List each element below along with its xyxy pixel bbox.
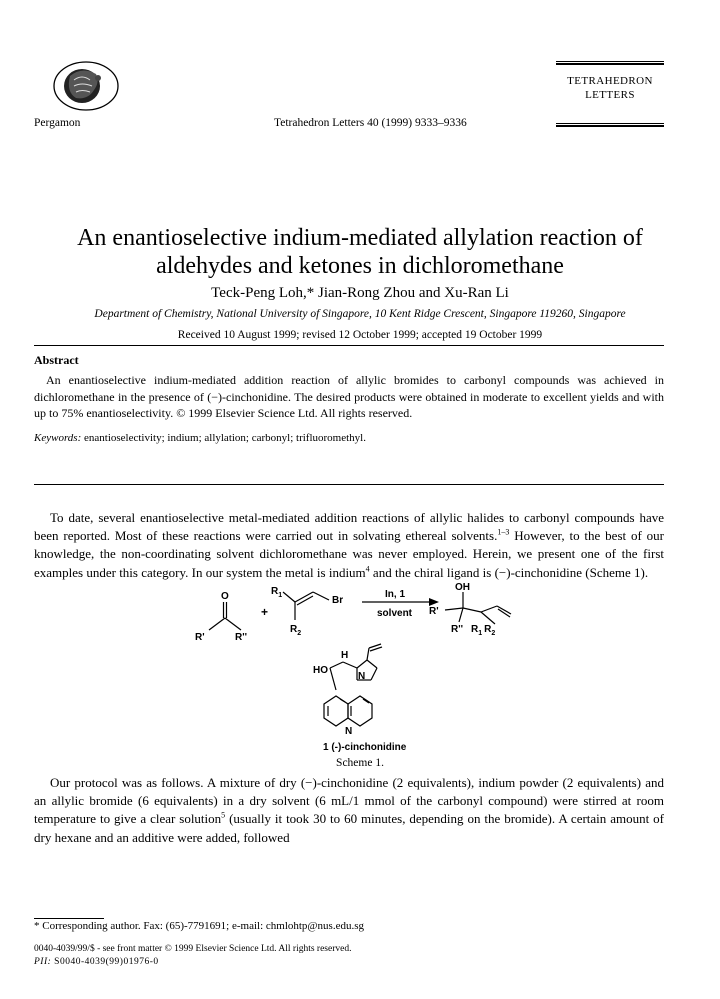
scheme-label: R'' bbox=[235, 632, 247, 643]
divider bbox=[556, 125, 664, 126]
body-paragraph-1 bbox=[34, 509, 664, 582]
scheme-label: R' bbox=[429, 606, 439, 617]
text-run: Our protocol was as follows. A mixture of dry (−)-cinchonidine (2 equivalents), indium powder (2 equivalents) and an allylic bromide (6 equivalents) in a dry solvent (6 mL/1 mmol of the carbonyl compound) were stirred at room temperature to give a clear solution bbox=[34, 775, 664, 827]
citation: 5 bbox=[221, 811, 226, 821]
text-run: However, to the best of our knowledge, the non-coordinating solvent dichloromethane was never employed. Herein, we present one of the first examples under this category. In our system the metal is indium bbox=[34, 528, 664, 580]
journal-name-line2: LETTERS bbox=[585, 88, 635, 101]
divider bbox=[34, 484, 664, 485]
label-part: 1 bbox=[478, 630, 483, 637]
scheme-label: R' bbox=[195, 632, 205, 643]
scheme-label bbox=[471, 624, 495, 637]
citation: 4 bbox=[365, 564, 370, 574]
label-part: R bbox=[271, 586, 279, 597]
citation: 1–3 bbox=[497, 527, 510, 537]
journal-masthead bbox=[556, 60, 664, 110]
corresponding-author-footnote: * Corresponding author. Fax: (65)-7791691; e-mail: chmlohtp@nus.edu.sg bbox=[34, 920, 365, 932]
scheme-label: N bbox=[358, 671, 366, 682]
divider bbox=[34, 345, 664, 346]
label-part: 2 bbox=[491, 630, 496, 637]
label-part: 1 bbox=[278, 592, 283, 599]
label-part: R bbox=[471, 624, 479, 635]
affiliation: Department of Chemistry, National University of Singapore, 10 Kent Ridge Crescent, Singapore 119260, Singapore bbox=[94, 308, 626, 320]
issn-line: 0040-4039/99/$ - see front matter © 1999 Elsevier Science Ltd. All rights reserved. bbox=[34, 944, 352, 954]
compound-label: 1 (-)-cinchonidine bbox=[323, 742, 407, 753]
label-part: 2 bbox=[297, 630, 302, 637]
footnote-divider bbox=[34, 918, 104, 919]
title-line1: An enantioselective indium-mediated allylation reaction of bbox=[77, 225, 643, 251]
scheme-label bbox=[271, 586, 282, 599]
received-dates: Received 10 August 1999; revised 12 October 1999; accepted 19 October 1999 bbox=[177, 329, 543, 341]
label-part: R bbox=[290, 624, 298, 635]
abstract-text: An enantioselective indium-mediated addition reaction of allylic bromides to carbonyl compounds was achieved in dichloromethane in the presence of (−)-cinchonidine. The desired products were obtained in moderate to excellent yields and with up to 75% enantioselectivity. © 1999 Elsevier Science Ltd. All rights reserved. bbox=[34, 373, 664, 420]
pii-value: S0040-4039(99)01976-0 bbox=[54, 957, 159, 967]
text-run: To date, several enantioselective metal-mediated addition reactions of allylic halides to carbonyl compounds have been reported. Most of these reactions were carried out in solvating ethereal solvents. bbox=[34, 510, 664, 544]
keywords bbox=[34, 432, 366, 444]
title-line2: aldehydes and ketones in dichloromethane bbox=[156, 253, 564, 279]
masthead-rules bbox=[556, 122, 664, 128]
publisher-name: Pergamon bbox=[34, 117, 81, 129]
scheme-label: OH bbox=[455, 582, 470, 593]
scheme-label: Br bbox=[332, 595, 344, 606]
divider bbox=[556, 61, 664, 62]
abstract-heading: Abstract bbox=[34, 353, 79, 367]
text-run: and the chiral ligand is (−)-cinchonidine (Scheme 1). bbox=[369, 564, 649, 580]
journal-name bbox=[556, 66, 664, 110]
text-run: (usually it took 30 to 60 minutes, depending on the bromide). A certain amount of dry hexane and an additive were added, followed bbox=[34, 811, 664, 845]
scheme-label: HO bbox=[313, 665, 328, 676]
pii-line bbox=[34, 957, 159, 967]
divider bbox=[556, 63, 664, 64]
reaction-scheme bbox=[195, 582, 525, 754]
scheme-label: H bbox=[341, 650, 349, 661]
scheme-label: + bbox=[261, 605, 269, 619]
keywords-list: enantioselectivity; indium; allylation; carbonyl; trifluoromethyl. bbox=[84, 432, 366, 444]
reaction-reagent: In, 1 bbox=[385, 589, 406, 600]
journal-name-line1: TETRAHEDRON bbox=[567, 74, 653, 87]
elsevier-logo bbox=[52, 60, 120, 112]
authors: Teck-Peng Loh,* Jian-Rong Zhou and Xu-Ran Li bbox=[211, 285, 509, 301]
divider bbox=[556, 123, 664, 124]
scheme-label: R'' bbox=[451, 624, 463, 635]
label-part: R bbox=[484, 624, 492, 635]
keywords-label: Keywords: bbox=[34, 432, 82, 444]
body-paragraph-2 bbox=[34, 774, 664, 847]
reaction-solvent: solvent bbox=[377, 608, 413, 619]
article-title bbox=[40, 224, 680, 280]
scheme-label: O bbox=[221, 591, 229, 602]
scheme-label: N bbox=[345, 726, 353, 737]
scheme-caption: Scheme 1. bbox=[336, 757, 384, 769]
scheme-label bbox=[290, 624, 301, 637]
journal-reference: Tetrahedron Letters 40 (1999) 9333–9336 bbox=[274, 117, 467, 129]
pii-label: PII: bbox=[34, 957, 52, 967]
